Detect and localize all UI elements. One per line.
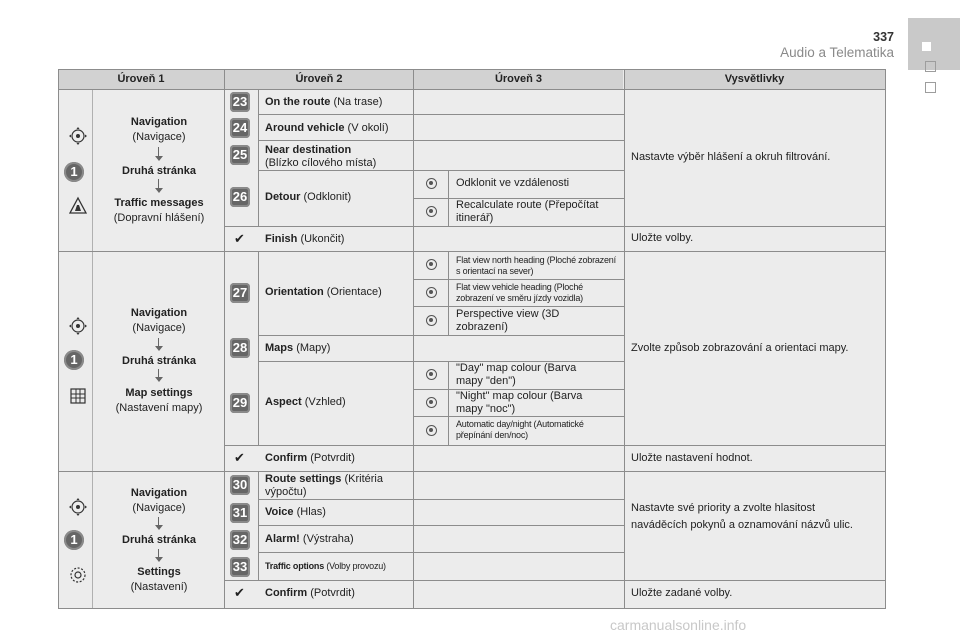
- joystick-icon: [68, 316, 88, 336]
- radio-icon: [426, 369, 437, 380]
- aspect-option-2: "Night" map colour (Barva mapy "noc"): [456, 390, 583, 415]
- option-orientation: Orientation (Orientace): [265, 286, 382, 298]
- header-level3: Úroveň 3: [414, 69, 623, 89]
- orientation-option-2: Flat view vehicle heading (Ploché zobrazení ve směru jízdy vozidla): [456, 282, 583, 303]
- aspect-option-1: "Day" map colour (Barva mapy "den"): [456, 362, 577, 387]
- joystick-icon: [68, 497, 88, 517]
- option-voice: Voice (Hlas): [265, 506, 326, 518]
- menu-title: Map settings: [125, 387, 193, 399]
- option-confirm: Confirm (Potvrdit): [265, 452, 355, 464]
- badge-28: 28: [230, 338, 250, 358]
- settings-gear-icon: [68, 565, 88, 585]
- section3-description: Nastavte své priority a zvolte hlasitost naváděcích pokynů a oznamování názvů ulic.: [631, 502, 853, 531]
- option-detour: Detour (Odklonit): [265, 191, 352, 203]
- radio-icon: [426, 315, 437, 326]
- section1-finish-description: Uložte volby.: [631, 232, 694, 244]
- traffic-warning-icon: [68, 196, 88, 216]
- orientation-option-1: Flat view north heading (Ploché zobrazení s orientací na sever): [456, 255, 616, 276]
- watermark: carmanualsonline.info: [610, 617, 747, 633]
- nav-subtitle: (Navigace): [132, 322, 186, 334]
- menu-subtitle: (Nastavení): [130, 581, 188, 593]
- badge-32: 32: [230, 530, 250, 550]
- menu-subtitle: (Nastavení mapy): [115, 402, 203, 414]
- checkmark-icon: ✔: [234, 450, 245, 465]
- radio-icon: [426, 178, 437, 189]
- second-page-label: Druhá stránka: [122, 165, 196, 177]
- radio-icon: [426, 287, 437, 298]
- section1-description: Nastavte výběr hlášení a okruh filtrování.: [631, 151, 831, 163]
- badge-button-1: 1: [64, 350, 84, 370]
- option-around-vehicle: Around vehicle (V okolí): [265, 122, 389, 134]
- header-level1: Úroveň 1: [58, 69, 224, 89]
- nav-subtitle: (Navigace): [132, 131, 186, 143]
- menu-title: Settings: [137, 566, 181, 578]
- badge-30: 30: [230, 475, 250, 495]
- detour-option-2: Recalculate route (Přepočítat itinerář): [456, 199, 599, 224]
- badge-31: 31: [230, 503, 250, 523]
- header-explanations: Vysvětlivky: [624, 69, 885, 89]
- nav-title: Navigation: [130, 307, 188, 319]
- aspect-option-3: Automatic day/night (Automatické přepínání den/noc): [456, 419, 584, 440]
- radio-icon: [426, 425, 437, 436]
- nav-title: Navigation: [130, 116, 188, 128]
- chapter-box-2: [925, 82, 936, 93]
- badge-26: 26: [230, 187, 250, 207]
- menu-subtitle: (Dopravní hlášení): [113, 212, 205, 224]
- chapter-title: Audio a Telematika: [780, 45, 894, 60]
- nav-subtitle: (Navigace): [132, 502, 186, 514]
- chapter-box-1: [925, 61, 936, 72]
- option-on-route: On the route (Na trase): [265, 96, 383, 108]
- option-finish: Finish (Ukončit): [265, 233, 345, 245]
- badge-button-1: 1: [64, 162, 84, 182]
- second-page-label: Druhá stránka: [122, 534, 196, 546]
- badge-29: 29: [230, 393, 250, 413]
- orientation-option-3: Perspective view (3D zobrazení): [456, 308, 560, 333]
- checkmark-icon: ✔: [234, 231, 245, 246]
- badge-24: 24: [230, 118, 250, 138]
- header-level2: Úroveň 2: [225, 69, 413, 89]
- radio-icon: [426, 206, 437, 217]
- option-alarm: Alarm! (Výstraha): [265, 533, 354, 545]
- section3-finish-description: Uložte zadané volby.: [631, 587, 733, 599]
- badge-23: 23: [230, 92, 250, 112]
- option-confirm: Confirm (Potvrdit): [265, 587, 355, 599]
- badge-button-1: 1: [64, 530, 84, 550]
- page-number: 337: [873, 30, 894, 44]
- option-traffic-options: Traffic options (Volby provozu): [265, 561, 386, 571]
- joystick-icon: [68, 126, 88, 146]
- badge-25: 25: [230, 145, 250, 165]
- option-near-destination: Near destination (Blízko cílového místa): [265, 144, 377, 169]
- detour-option-1: Odklonit ve vzdálenosti: [456, 177, 570, 189]
- option-route-settings: Route settings (Kritéria výpočtu): [265, 473, 383, 498]
- badge-27: 27: [230, 283, 250, 303]
- section2-description: Zvolte způsob zobrazování a orientaci mapy.: [631, 342, 849, 354]
- chapter-tab-marker: [922, 42, 931, 51]
- menu-title: Traffic messages: [114, 197, 204, 209]
- nav-title: Navigation: [130, 487, 188, 499]
- option-maps: Maps (Mapy): [265, 342, 331, 354]
- checkmark-icon: ✔: [234, 585, 245, 600]
- map-grid-icon: [68, 386, 88, 406]
- option-aspect: Aspect (Vzhled): [265, 396, 346, 408]
- radio-icon: [426, 259, 437, 270]
- badge-33: 33: [230, 557, 250, 577]
- section2-finish-description: Uložte nastavení hodnot.: [631, 452, 753, 464]
- radio-icon: [426, 397, 437, 408]
- second-page-label: Druhá stránka: [122, 355, 196, 367]
